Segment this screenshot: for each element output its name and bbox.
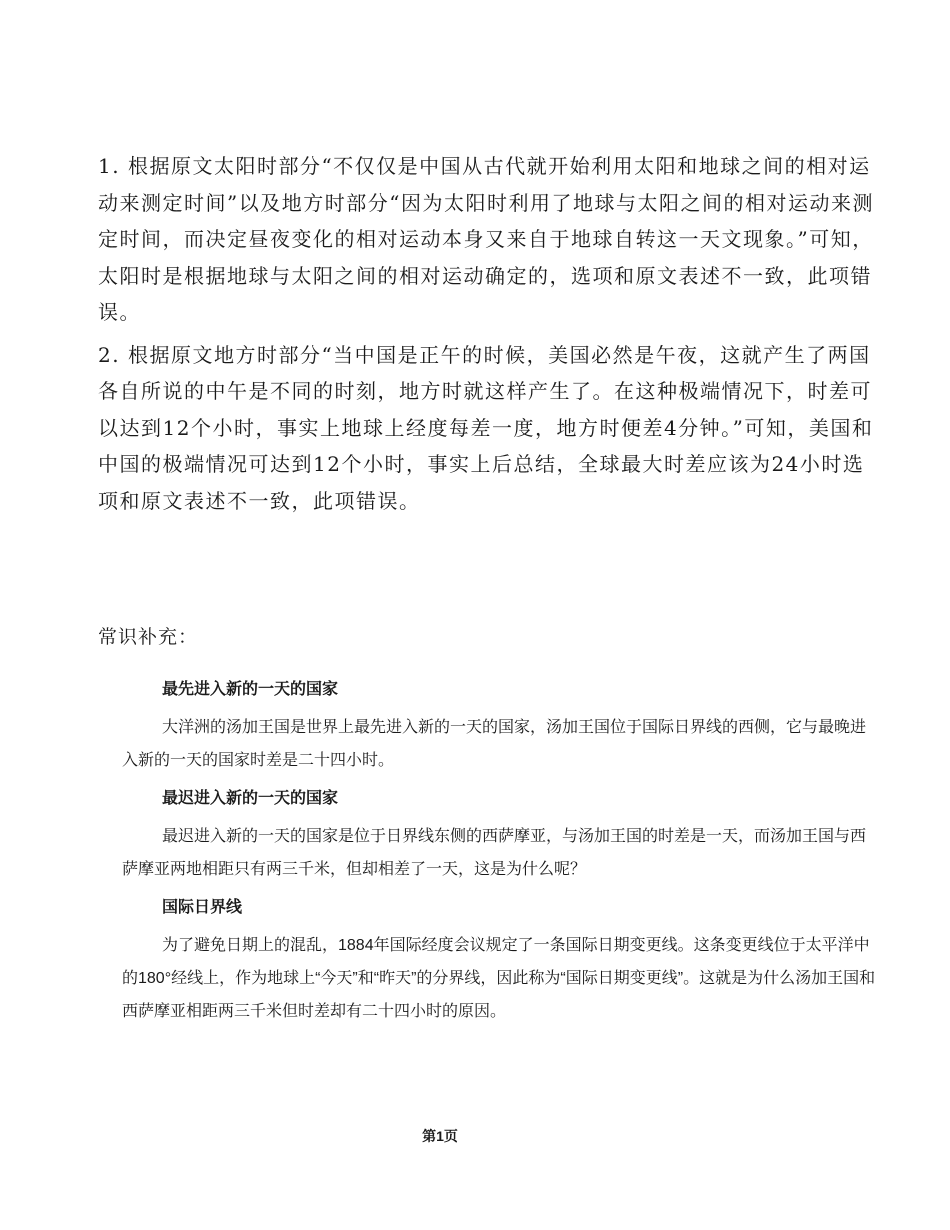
supplement-heading: 常识补充： <box>98 626 199 648</box>
section-body-last-country: 最迟进入新的一天的国家是位于日界线东侧的西萨摩亚，与汤加王国的时差是一天，而汤加王国与西萨摩亚两地相距只有两三千米，但却相差了一天，这是为什么呢？ <box>122 828 867 878</box>
section-title-first-country: 最先进入新的一天的国家 <box>162 681 339 698</box>
page-number: 第1页 <box>422 1128 458 1144</box>
supplement-section <box>122 678 880 1038</box>
section-title-last-country: 最迟进入新的一天的国家 <box>162 790 339 807</box>
section-body-first-country: 大洋洲的汤加王国是世界上最先进入新的一天的国家，汤加王国位于国际日界线的西侧，它与最晚进入新的一天的国家时差是二十四小时。 <box>122 719 867 769</box>
analysis-section <box>98 148 874 525</box>
section-body-date-line: 为了避免日期上的混乱，1884年国际经度会议规定了一条国际日期变更线。这条变更线位于太平洋中的180°经线上，作为地球上“今天”和“昨天”的分界线，因此称为“国际日期变更线”。这就是为什么汤加王国和西萨摩亚相距两三千米但时差却有二十四小时的原因。 <box>122 937 876 1020</box>
section-title-date-line: 国际日界线 <box>162 899 243 916</box>
analysis-item-1: 1. 根据原文太阳时部分“不仅仅是中国从古代就开始利用太阳和地球之间的相对运动来测定时间”以及地方时部分“因为太阳时利用了地球与太阳之间的相对运动来测定时间，而决定昼夜变化的相对运动本身又来自于地球自转这一天文现象。”可知，太阳时是根据地球与太阳之间的相对运动确定的，选项和原文表述不一致，此项错误。 <box>98 154 874 324</box>
analysis-item-2: 2. 根据原文地方时部分“当中国是正午的时候，美国必然是午夜，这就产生了两国各自所说的中午是不同的时刻，地方时就这样产生了。在这种极端情况下，时差可以达到12个小时，事实上地球上经度每差一度，地方时便差4分钟。”可知，美国和中国的极端情况可达到12个小时，事实上后总结，全球最大时差应该为24小时选项和原文表述不一致，此项错误。 <box>98 342 874 513</box>
